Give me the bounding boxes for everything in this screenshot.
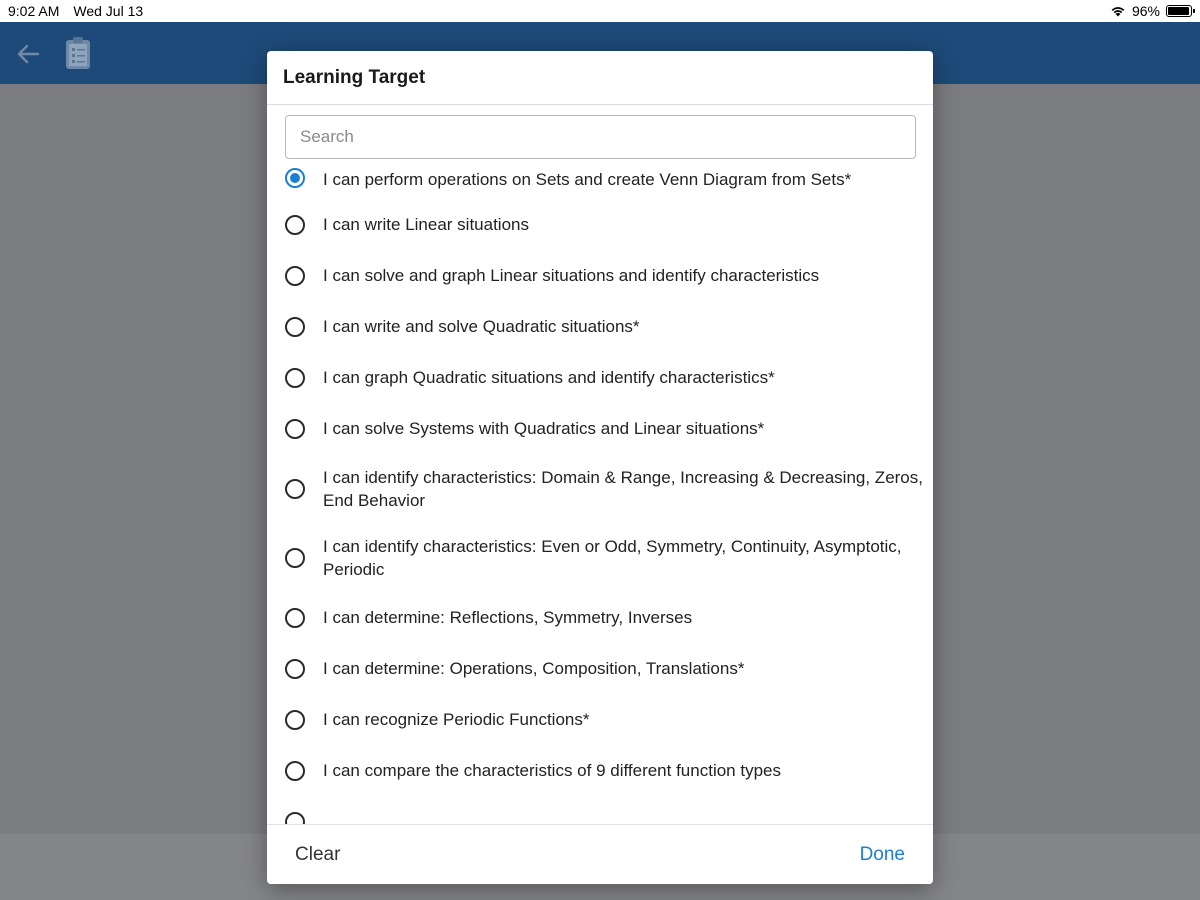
radio-button-icon[interactable] — [285, 479, 305, 499]
list-item[interactable] — [267, 166, 933, 199]
radio-button-icon[interactable] — [285, 215, 305, 235]
list-item[interactable] — [267, 454, 933, 523]
dialog-title: Learning Target — [283, 67, 426, 88]
radio-button-icon[interactable] — [285, 548, 305, 568]
dialog-header — [267, 51, 933, 105]
option-label: I can graph Quadratic situations and identify characteristics* — [323, 368, 775, 387]
status-time: 9:02 AM — [8, 3, 60, 19]
list-item[interactable] — [267, 592, 933, 643]
radio-button-icon[interactable] — [285, 812, 305, 825]
list-item[interactable] — [267, 694, 933, 745]
list-item[interactable] — [267, 250, 933, 301]
list-item[interactable] — [267, 301, 933, 352]
list-item[interactable] — [267, 745, 933, 796]
option-label: I can solve and graph Linear situations and identify characteristics — [323, 266, 820, 285]
option-label: I can write Linear situations — [323, 215, 529, 234]
list-item[interactable] — [267, 352, 933, 403]
search-input[interactable] — [285, 115, 916, 159]
dialog-footer — [267, 824, 933, 884]
list-item[interactable] — [267, 523, 933, 592]
back-arrow-icon[interactable] — [14, 40, 42, 68]
radio-button-icon[interactable] — [285, 710, 305, 730]
option-label: I can determine: Reflections, Symmetry, Inverses — [323, 608, 693, 627]
option-label: I can perform operations on Sets and create Venn Diagram from Sets* — [323, 170, 852, 189]
option-label: I can identify characteristics: Domain & Range, Increasing & Decreasing, Zeros, End Behavior — [323, 467, 923, 510]
learning-target-dialog — [267, 51, 933, 884]
status-bar — [0, 0, 1200, 22]
list-item[interactable] — [267, 199, 933, 250]
list-item-partial[interactable] — [267, 796, 933, 824]
clear-button[interactable]: Clear — [295, 843, 341, 865]
search-container — [267, 105, 933, 159]
status-right-group — [1110, 3, 1192, 19]
radio-button-selected-icon[interactable] — [285, 168, 305, 188]
radio-button-icon[interactable] — [285, 317, 305, 337]
battery-percent: 96% — [1131, 3, 1160, 19]
list-item[interactable] — [267, 643, 933, 694]
done-button[interactable]: Done — [859, 843, 905, 865]
list-item[interactable] — [267, 403, 933, 454]
option-label: I can identify characteristics: Even or Odd, Symmetry, Continuity, Asymptotic, Periodic — [323, 536, 902, 579]
battery-fill — [1168, 7, 1189, 15]
clipboard-icon[interactable] — [64, 36, 92, 70]
radio-button-icon[interactable] — [285, 659, 305, 679]
radio-button-icon[interactable] — [285, 368, 305, 388]
radio-button-icon[interactable] — [285, 608, 305, 628]
radio-button-icon[interactable] — [285, 419, 305, 439]
option-label: I can compare the characteristics of 9 different function types — [323, 761, 781, 780]
radio-button-icon[interactable] — [285, 266, 305, 286]
radio-button-icon[interactable] — [285, 761, 305, 781]
wifi-icon — [1110, 5, 1126, 17]
option-label: I can solve Systems with Quadratics and Linear situations* — [323, 419, 765, 438]
option-label: I can write and solve Quadratic situations* — [323, 317, 640, 336]
option-label: I can recognize Periodic Functions* — [323, 710, 590, 729]
battery-icon — [1166, 5, 1192, 17]
option-label: I can determine: Operations, Composition, Translations* — [323, 659, 745, 678]
status-date: Wed Jul 13 — [73, 3, 144, 19]
learning-target-list[interactable] — [267, 166, 933, 824]
